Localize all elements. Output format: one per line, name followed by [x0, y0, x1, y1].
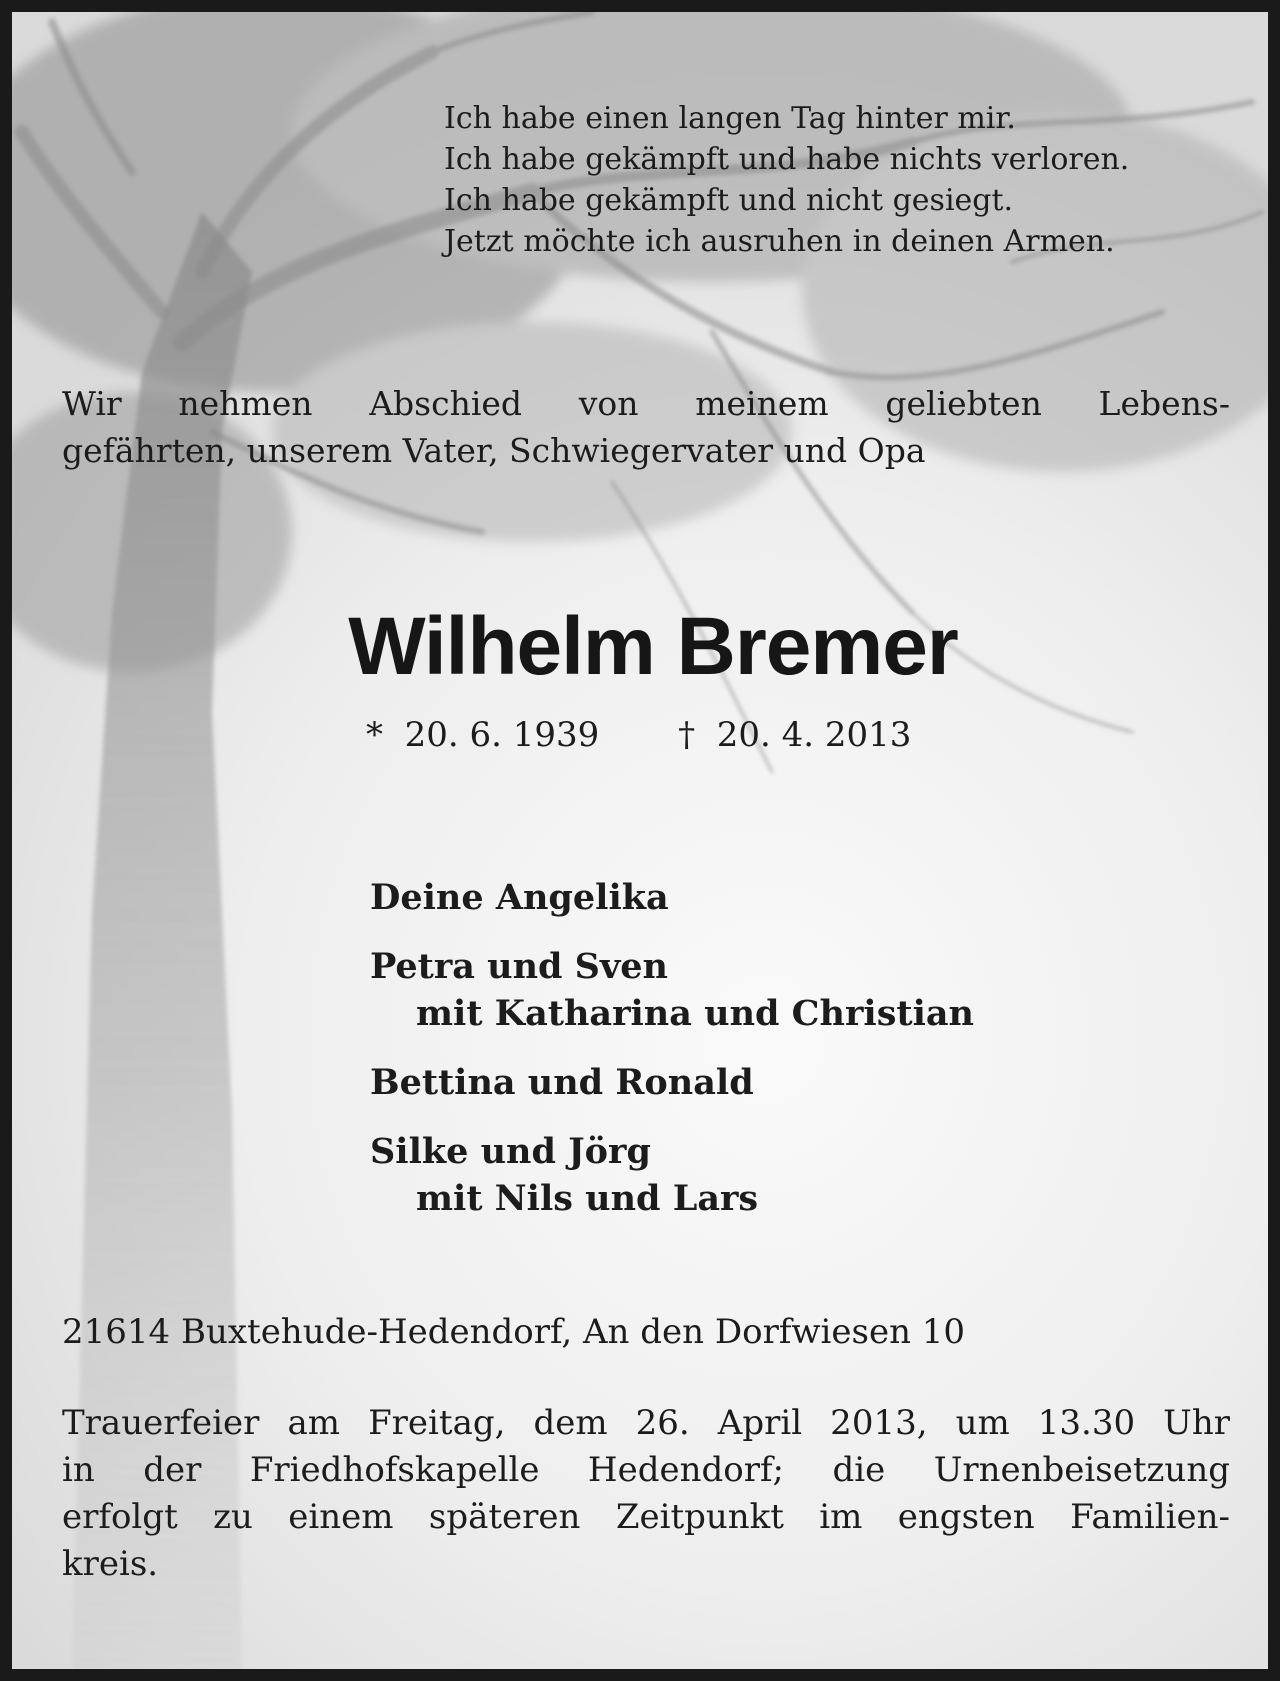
family-line: Deine Angelika	[370, 877, 669, 918]
poem-verse	[444, 98, 1129, 262]
family-subline: mit Nils und Lars	[416, 1178, 759, 1219]
family-entry	[370, 1059, 974, 1106]
family-entry	[370, 874, 974, 921]
service-line: in der Friedhofskapelle Hedendorf; die Urnenbeisetzung	[62, 1450, 1230, 1490]
farewell-line: gefährten, unserem Vater, Schwiegervater und Opa	[62, 431, 926, 470]
death-block	[678, 715, 911, 755]
family-line: Bettina und Ronald	[370, 1062, 754, 1103]
deceased-name: Wilhelm Bremer	[348, 601, 958, 692]
family-subline: mit Katharina und Christian	[416, 993, 975, 1034]
life-dates	[366, 715, 911, 755]
death-symbol: †	[678, 715, 696, 755]
service-line: erfolgt zu einem späteren Zeitpunkt im engsten Familien-	[62, 1497, 1230, 1537]
family-signatures	[370, 874, 974, 1244]
family-entry	[370, 1128, 974, 1222]
farewell-line: Wir nehmen Abschied von meinem geliebten Lebens-	[62, 384, 1230, 423]
birth-symbol: *	[366, 715, 383, 755]
family-entry	[370, 943, 974, 1037]
poem-line: Ich habe einen langen Tag hinter mir.	[444, 101, 1016, 136]
family-line: Silke und Jörg	[370, 1131, 651, 1172]
death-date: 20. 4. 2013	[716, 715, 912, 755]
farewell-text	[62, 380, 1230, 474]
service-line: Trauerfeier am Freitag, dem 26. April 2013, um 13.30 Uhr	[62, 1403, 1230, 1443]
poem-line: Ich habe gekämpft und habe nichts verloren.	[444, 142, 1130, 177]
funeral-service-info	[62, 1400, 1230, 1588]
family-line: Petra und Sven	[370, 946, 668, 987]
address: 21614 Buxtehude-Hedendorf, An den Dorfwiesen 10	[62, 1312, 966, 1352]
poem-line: Ich habe gekämpft und nicht gesiegt.	[444, 183, 1014, 218]
poem-line: Jetzt möchte ich ausruhen in deinen Armen.	[444, 224, 1115, 259]
birth-block	[366, 715, 599, 755]
birth-date: 20. 6. 1939	[404, 715, 600, 755]
service-line: kreis.	[62, 1544, 159, 1584]
